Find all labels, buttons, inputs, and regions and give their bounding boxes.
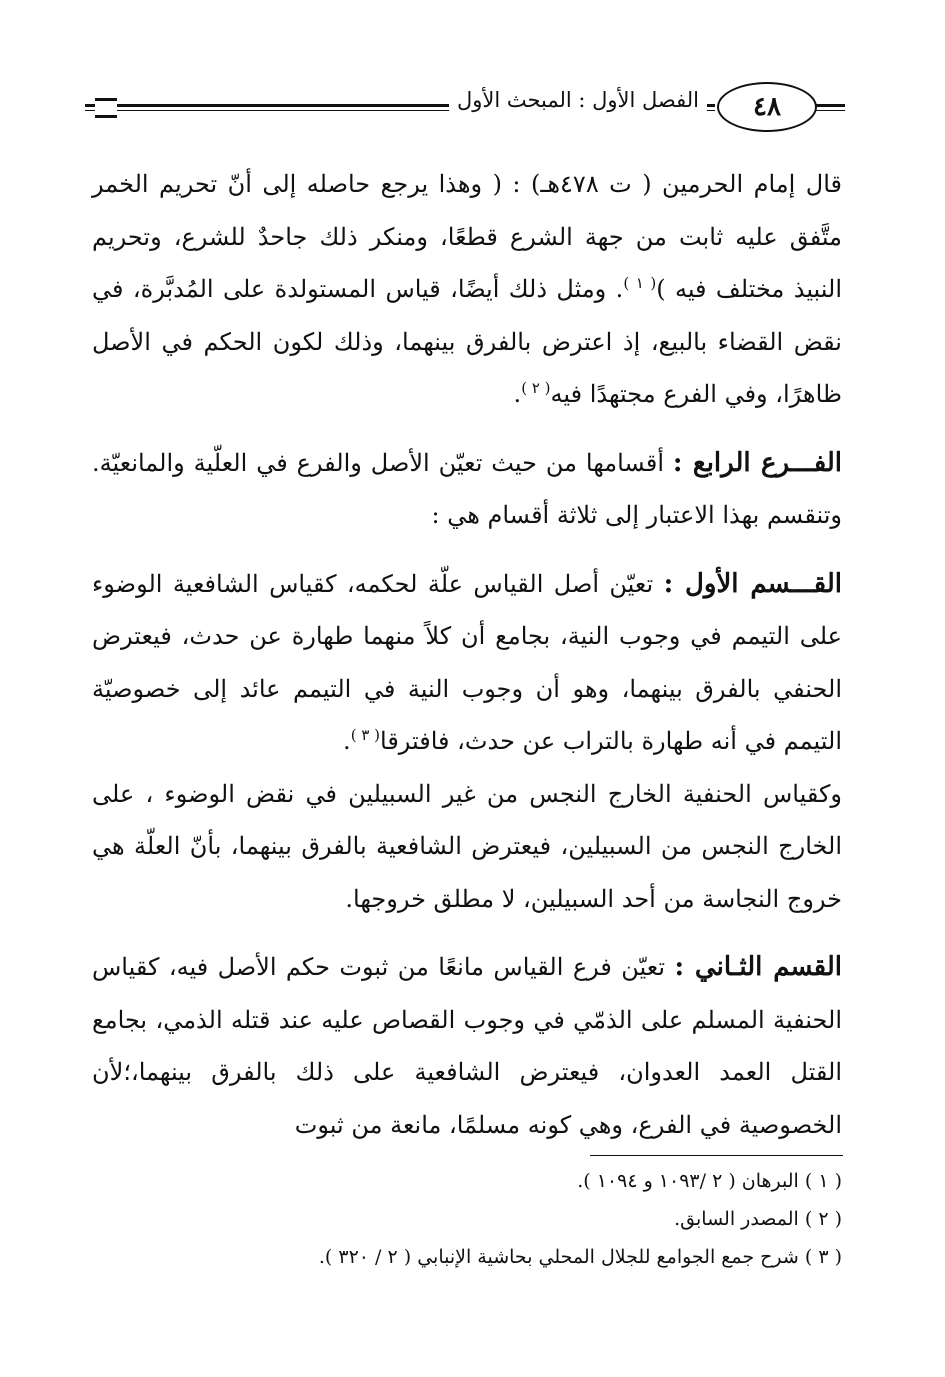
paragraph: [92, 437, 842, 542]
paragraph-text: تعيّن فرع القياس مانعًا من ثبوت حكم الأصل فيه، كقياس الحنفية المسلم على الذمّي في وجوب القصاص عليه عند قتله الذمي، بجامع القتل العمد العدوان، فيعترض الشافعية على ذلك بالفرق بينهما،؛لأن الخصوصية في الفرع، وهي كونه مسلمًا، مانعة من ثبوت: [92, 953, 842, 1139]
paragraph-text: وكقياس الحنفية الخارج النجس من غير السبيلين في نقض الوضوء ، على الخارج النجس من السبيلين، فيعترض الشافعية بالفرق بينهما، بأنّ العلّة هي خروج النجاسة من أحد السبيلين، لا مطلق خروجها.: [92, 779, 843, 913]
page-header: [85, 82, 845, 132]
paragraph-text: .: [343, 727, 351, 755]
paragraph: [92, 158, 842, 421]
section-heading: القـــسم الأول :: [663, 568, 842, 599]
paragraph: [92, 941, 842, 1151]
header-rule-right: [815, 104, 845, 107]
running-title: الفصل الأول : المبحث الأول: [449, 88, 707, 112]
header-ornament: [95, 98, 117, 118]
footnote: ( ٣ ) شرح جمع الجوامع للجلال المحلي بحاشية الإنبابي ( ٢ / ٣٢٠ ).: [318, 1246, 842, 1268]
paragraph-text: .: [513, 380, 522, 408]
footnote-ref: ( ١ ): [623, 274, 657, 292]
header-rule-right-thin: [815, 110, 845, 111]
footnote-separator: [590, 1155, 843, 1156]
footnote-ref: ( ٣ ): [350, 726, 380, 744]
body-text: [92, 158, 842, 1151]
paragraph: [92, 558, 842, 768]
paragraph-text: . ومثل ذلك أيضًا، قياس المستولدة على المُدبَّرة، في نقض القضاء بالبيع، إذ اعترض بالفرق بينهما، وذلك لكون الحكم في الأصل ظاهرًا، وفي الفرع مجتهدًا فيه: [92, 275, 842, 408]
section-heading: الفـــرع الرابع :: [672, 447, 842, 478]
footnote: ( ٢ ) المصدر السابق.: [674, 1208, 842, 1230]
page-number: ٤٨: [717, 82, 817, 132]
footnotes: [92, 1162, 842, 1276]
paragraph-text: قال إمام الحرمين ( ت ٤٧٨هـ) : ( وهذا يرجع حاصله إلى أنّ تحريم الخمر متَّفق عليه ثابت من جهة الشرع قطعًا، ومنكر ذلك جاحدٌ للشرع، وتحريم النبيذ مختلف فيه ): [92, 170, 843, 303]
section-heading: القسم الثـاني :: [674, 952, 842, 982]
paragraph: [92, 768, 842, 926]
paragraph-text: أقسامها من حيث تعيّن الأصل والفرع في العلّية والمانعيّة. وتنقسم بهذا الاعتبار إلى ثلاثة أقسام هي :: [92, 448, 842, 529]
footnote: ( ١ ) البرهان ( ٢ /١٠٩٣ و ١٠٩٤ ).: [577, 1170, 842, 1192]
footnote-ref: ( ٢ ): [521, 379, 551, 397]
paragraph-text: تعيّن أصل القياس علّة لحكمه، كقياس الشافعية الوضوء على التيمم في وجوب النية، بجامع أن كلاً منهما طهارة عن حدث، فيعترض الحنفي بالفرق بينهما، وهو أن وجوب النية في التيمم عائد إلى خصوصيّة التيمم في أنه طهارة بالتراب عن حدث، فافترقا: [92, 569, 842, 755]
